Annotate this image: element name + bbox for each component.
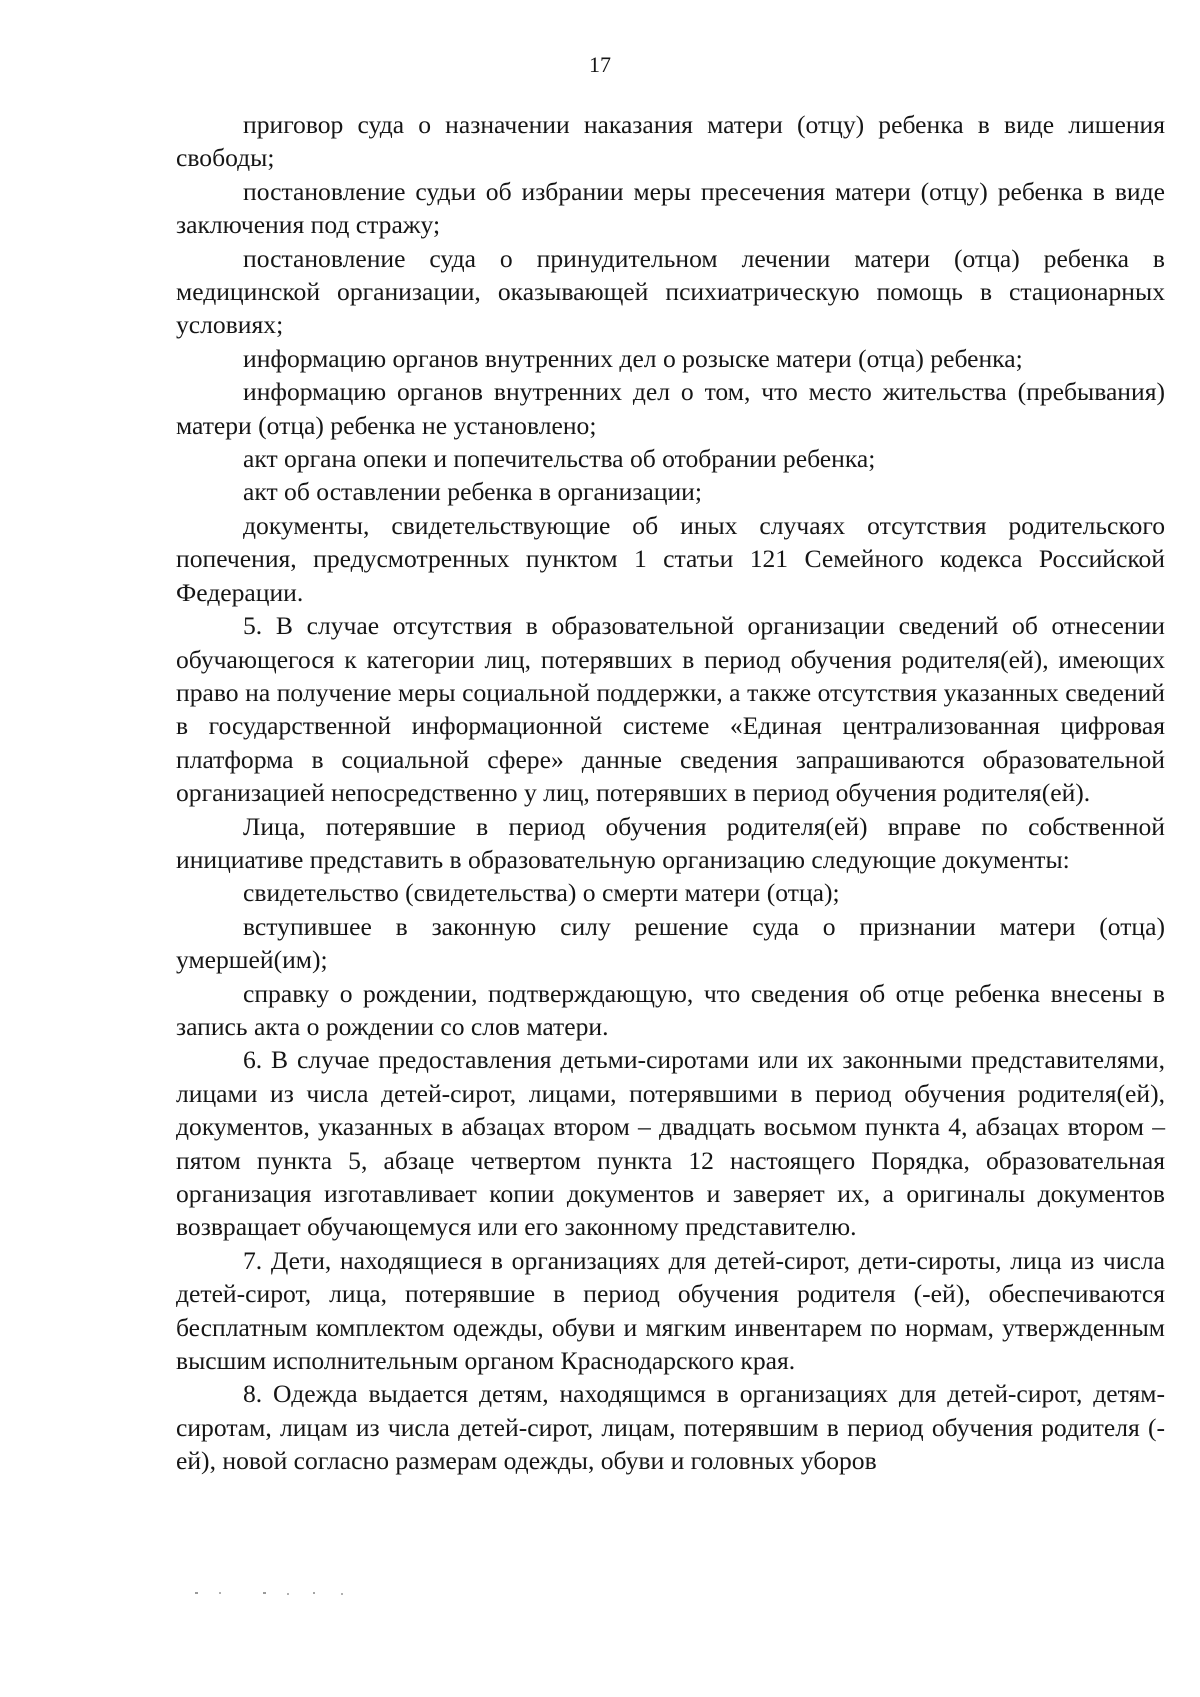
paragraph: свидетельство (свидетельства) о смерти матери (отца);	[243, 878, 840, 908]
paragraph-section-6: 6. В случае предоставления детьми-сиротами или их законными представителями, лицами из числа детей-сирот, лицами, потерявшими в период обучения родителя(ей), документов, указанных в абзацах втором – двадцать восьмом пункта 4, абзацах втором – пятом пункта 5, абзаце четвертом пункта 12 настоящего Порядка, образовательная организация изготавливает копии документов и заверяет их, а оригиналы документов возвращает обучающемуся или его законному представителю.	[176, 1045, 1165, 1242]
paragraph-section-7: 7. Дети, находящиеся в организациях для детей-сирот, дети-сироты, лица из числа детей-сирот, лица, потерявшие в период обучения родителя (-ей), обеспечиваются бесплатным комплектом одежды, обуви и мягким инвентарем по нормам, утвержденным высшим исполнительным органом Краснодарского края.	[176, 1245, 1165, 1376]
paragraph: информацию органов внутренних дел о розыске матери (отца) ребенка;	[243, 343, 1023, 373]
paragraph: Лица, потерявшие в период обучения родителя(ей) вправе по собственной инициативе представить в образовательную организацию следующие документы:	[176, 811, 1165, 874]
paragraph: приговор суда о назначении наказания матери (отцу) ребенка в виде лишения свободы;	[176, 110, 1165, 173]
paragraph: справку о рождении, подтверждающую, что сведения об отце ребенка внесены в запись акта о рождении со слов матери.	[176, 978, 1165, 1041]
paragraph: постановление судьи об избрании меры пресечения матери (отцу) ребенка в виде заключения под стражу;	[176, 176, 1165, 240]
paragraph: информацию органов внутренних дел о том, что место жительства (пребывания) матери (отца) ребенка не установлено;	[176, 377, 1165, 440]
document-body	[176, 108, 1165, 1478]
paragraph-section-5: 5. В случае отсутствия в образовательной организации сведений об отнесении обучающегося к категории лиц, потерявших в период обучения родителя(ей), имеющих право на получение меры социальной поддержки, а также отсутствия указанных сведений в государственной информационной системе «Единая централизованная цифровая платформа в социальной сфере» данные сведения запрашиваются образовательной организацией непосредственно у лиц, потерявших в период обучения родителя(ей).	[176, 611, 1165, 808]
paragraph-section-8: 8. Одежда выдается детям, находящимся в организациях для детей-сирот, детям-сиротам, лицам из числа детей-сирот, лицам, потерявшим в период обучения родителя (-ей), новой согласно размерам одежды, обуви и головных уборов	[176, 1379, 1165, 1476]
paragraph: вступившее в законную силу решение суда о признании матери (отца) умершей(им);	[176, 911, 1165, 975]
page-number: 17	[589, 52, 611, 77]
paragraph: акт об оставлении ребенка в организации;	[243, 477, 702, 507]
paragraph: документы, свидетельствующие об иных случаях отсутствия родительского попечения, предусмотренных пунктом 1 статьи 121 Семейного кодекса Российской Федерации.	[176, 510, 1165, 607]
paragraph: акт органа опеки и попечительства об отобрании ребенка;	[243, 444, 876, 474]
scan-noise-marks	[195, 1588, 345, 1598]
paragraph: постановление суда о принудительном лечении матери (отца) ребенка в медицинской организации, оказывающей психиатрическую помощь в стационарных условиях;	[176, 243, 1165, 340]
